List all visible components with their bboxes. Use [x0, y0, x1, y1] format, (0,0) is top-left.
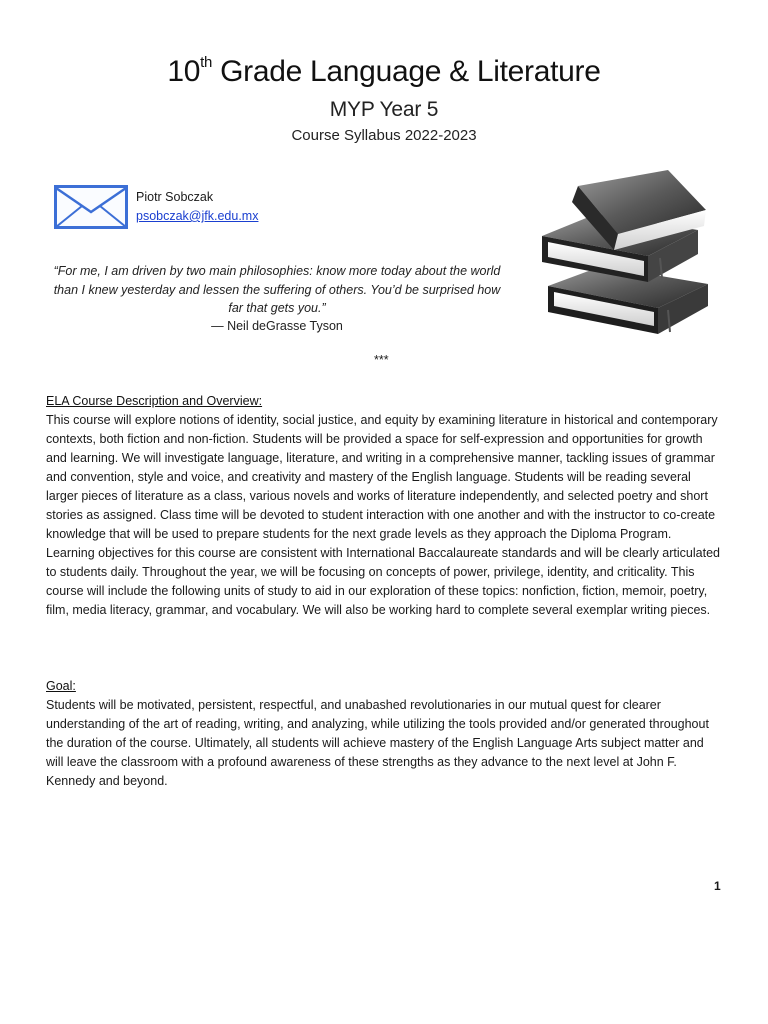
- title-superscript: th: [200, 54, 213, 71]
- description-body: This course will explore notions of identity, social justice, and equity by examining literature in historical and contemporary contexts, both fiction and non-fiction. Students will be provided a space for self-expression and opportunities for growth and learning. We will investigate language, literature, and writing in a comprehensive manner, tackling issues of grammar and convention, style and voice, and creativity and mastery of the English language. Students will be reading several larger pieces of literature as a class, various novels and works of literature independently, and selected poetry and short stories as assigned. Class time will be devoted to student interaction with one another and with the instructor to co-create knowledge that will be used to prepare students for the next grade levels as they approach the Diploma Program. Learning objectives for this course are consistent with International Baccalaureate standards and will be clearly articulated to students daily. Throughout the year, we will be focusing on concepts of power, privilege, identity, and criticality. This course will include the following units of study to aid in our exploration of these topics: nonfiction, fiction, memoir, poetry, film, media literacy, grammar, and vocabulary. We will also be working hard to complete several exemplar writing pieces.: [46, 413, 720, 617]
- section-separator: ***: [374, 353, 389, 367]
- email-link[interactable]: psobczak@jfk.edu.mx: [136, 209, 259, 223]
- contact-info: [136, 188, 258, 226]
- quote-text: “For me, I am driven by two main philosophies: know more today about the world than I knew yesterday and lessen the suffering of others. You’d be surprised how far that gets you.”: [53, 264, 501, 315]
- page-title: 10th Grade Language & Literature: [167, 54, 601, 88]
- page-number: 1: [714, 879, 721, 893]
- goal-heading: Goal:: [46, 679, 76, 693]
- teacher-name: Piotr Sobczak: [136, 190, 214, 204]
- page-subtitle: MYP Year 5: [329, 98, 439, 121]
- envelope-icon: [54, 185, 128, 229]
- goal-body: Students will be motivated, persistent, respectful, and unabashed revolutionaries in our mutual quest for clearer understanding of the art of reading, writing, and analyzing, while utilizing the tools provided and/or generated throughout the duration of the course. Ultimately, all students will achieve mastery of the English Language Arts subject matter and will leave the classroom with a profound awareness of these strengths as they advance to the next level at John F. Kennedy and beyond.: [46, 698, 709, 788]
- quote-attribution: — Neil deGrasse Tyson: [211, 319, 343, 333]
- book-stack-icon: [538, 166, 714, 344]
- description-heading: ELA Course Description and Overview:: [46, 394, 263, 408]
- syllabus-year: Course Syllabus 2022-2023: [291, 127, 477, 144]
